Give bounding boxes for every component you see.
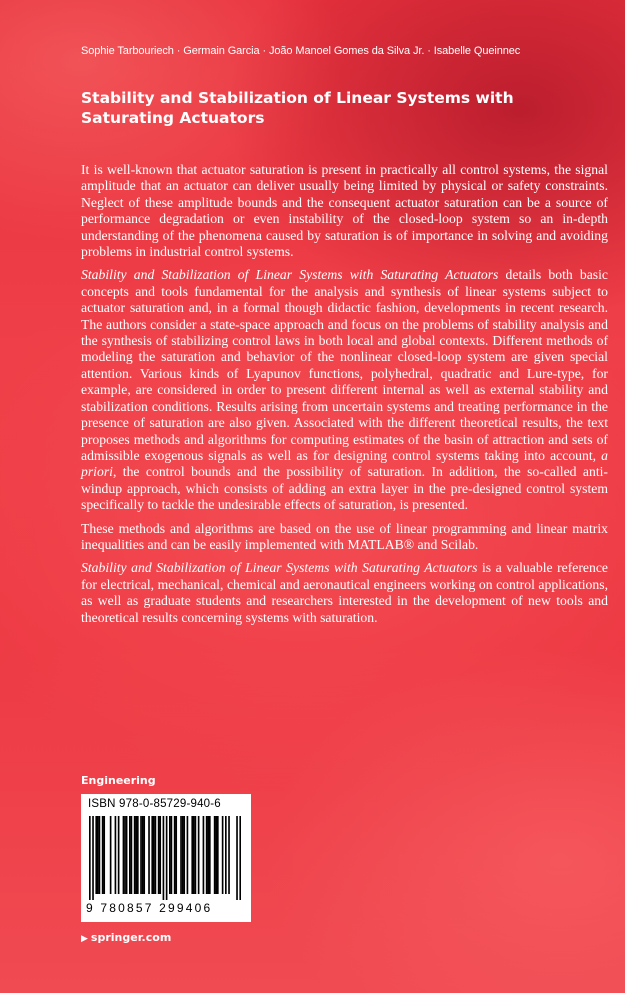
isbn-barcode — [81, 794, 251, 922]
barcode-bar — [174, 816, 176, 894]
barcode-bar — [182, 816, 184, 894]
barcode-bar — [151, 816, 153, 894]
barcode-bar — [143, 816, 145, 894]
barcode-bar — [209, 816, 211, 894]
barcode-bar — [203, 816, 205, 894]
barcode-bar — [124, 816, 126, 894]
title-reference: Stability and Stabilization of Linear Systems with Saturating Actuators — [81, 267, 499, 283]
barcode-bar — [134, 816, 136, 894]
barcode-bar — [153, 816, 155, 894]
barcode-bar — [123, 816, 125, 894]
barcode-bar — [110, 816, 112, 894]
barcode-bar — [118, 816, 120, 894]
barcode-bar — [236, 816, 238, 900]
barcode-bar — [131, 816, 133, 894]
a-priori-term: a priori — [81, 447, 608, 480]
barcode-bar — [142, 816, 144, 894]
barcode-bar — [129, 816, 131, 894]
barcode-bar — [158, 816, 160, 894]
barcode-bar — [102, 816, 104, 894]
barcode-bar — [135, 816, 137, 894]
barcode-bar — [97, 816, 99, 894]
publisher-website — [81, 931, 171, 944]
description-paragraph-3: These methods and algorithms are based on the use of linear programming and linear matrix inequalities and can be easily implemented with MATLAB® and Scilab. — [81, 520, 608, 552]
barcode-bar — [207, 816, 209, 894]
barcode-bar — [92, 816, 94, 900]
barcode-bar — [115, 816, 117, 894]
arrow-right-icon: ▶ — [81, 934, 88, 944]
barcode-bar — [193, 816, 195, 894]
barcode-bar — [217, 816, 219, 894]
description-paragraph-2 — [81, 267, 608, 513]
barcode-bar — [163, 816, 165, 900]
barcode-bar — [215, 816, 217, 894]
barcode-bar — [126, 816, 128, 894]
website-text: springer.com — [90, 931, 172, 944]
barcode-bar — [187, 816, 189, 894]
description-paragraph-1: It is well-known that actuator saturation is present in practically all control systems, the signal amplitude that an actuator can deliver usually being limited by physical or safety constraints. Neglect of these amplitude bounds and the consequent actuator saturation can be a source of performance degradation or even instability of the closed-loop system so an in-depth understanding of the phenomena caused by saturation is of importance in solving and avoiding problems in industrial control systems. — [81, 162, 608, 260]
book-title: Stability and Stabilization of Linear Systems with Saturating Actuators — [81, 89, 514, 127]
paragraph-text: details both basic concepts and tools fundamental for the analysis and synthesis of linear systems subject to actuator saturation and, in a formal though didactic fashion, developments in recent research. The authors consider a state-space approach and focus on the problems of stability analysis and the synthesis of stabilizing control laws in both local and global contexts. Different methods of modeling the saturation and behavior of the nonlinear closed-loop system are given special attention. Various kinds of Lyapunov functions, polyhedral, quadratic and Lure-type, for example, are considered in order to present different internal as well as external stability and stabilization conditions. Results arising from uncertain systems and treating performance in the presence of saturation are also given. Associated with the different theoretical results, the text proposes methods and algorithms for computing estimates of the basin of attraction and sets of admissible exogenous signals as well as for designing control systems taking into account, — [81, 267, 609, 463]
barcode-digits: 9 780857 299406 — [86, 901, 213, 915]
barcode-bar — [155, 816, 157, 894]
paragraph-text: is a valuable reference for electrical, mechanical, chemical and aeronautical engineers working on control applications, as well as graduate students and researchers interested in the development of new tools and theoretical results concerning systems with saturation. — [81, 560, 608, 625]
book-description — [81, 162, 608, 633]
barcode-bar — [159, 816, 161, 894]
barcode-bar — [191, 816, 193, 894]
barcode-bar — [137, 816, 139, 894]
barcode-bar — [222, 816, 224, 894]
subject-category: Engineering — [81, 774, 156, 787]
barcode-bar — [166, 816, 168, 900]
barcode-bar — [148, 816, 150, 894]
barcode-bars — [89, 816, 241, 900]
barcode-bar — [225, 816, 227, 894]
barcode-bar — [214, 816, 216, 894]
isbn-label: ISBN 978-0-85729-940-6 — [88, 798, 221, 810]
barcode-bar — [195, 816, 197, 894]
barcode-bar — [198, 816, 200, 894]
barcode-bar — [183, 816, 185, 894]
barcode-bar — [206, 816, 208, 894]
barcode-bar — [103, 816, 105, 894]
barcode-bar — [169, 816, 171, 894]
barcode-bar — [95, 816, 97, 894]
barcode-bar — [228, 816, 230, 894]
barcode-bar — [140, 816, 142, 894]
title-reference: Stability and Stabilization of Linear Systems with Saturating Actuators — [81, 560, 478, 576]
paragraph-text: , the control bounds and the possibility of saturation. In addition, the so-called anti-windup approach, which consists of adding an extra layer in the pre-designed control system specifically to tackle the undesirable effects of saturation, is presented. — [81, 464, 608, 513]
author-list: Sophie Tarbouriech · Germain Garcia · João Manoel Gomes da Silva Jr. · Isabelle Queinnec — [81, 45, 521, 57]
description-paragraph-4 — [81, 560, 608, 626]
barcode-bar — [239, 816, 241, 900]
barcode-bar — [99, 816, 101, 894]
barcode-bar — [180, 816, 182, 894]
barcode-bar — [171, 816, 173, 894]
barcode-bar — [175, 816, 177, 894]
barcode-bar — [89, 816, 91, 900]
